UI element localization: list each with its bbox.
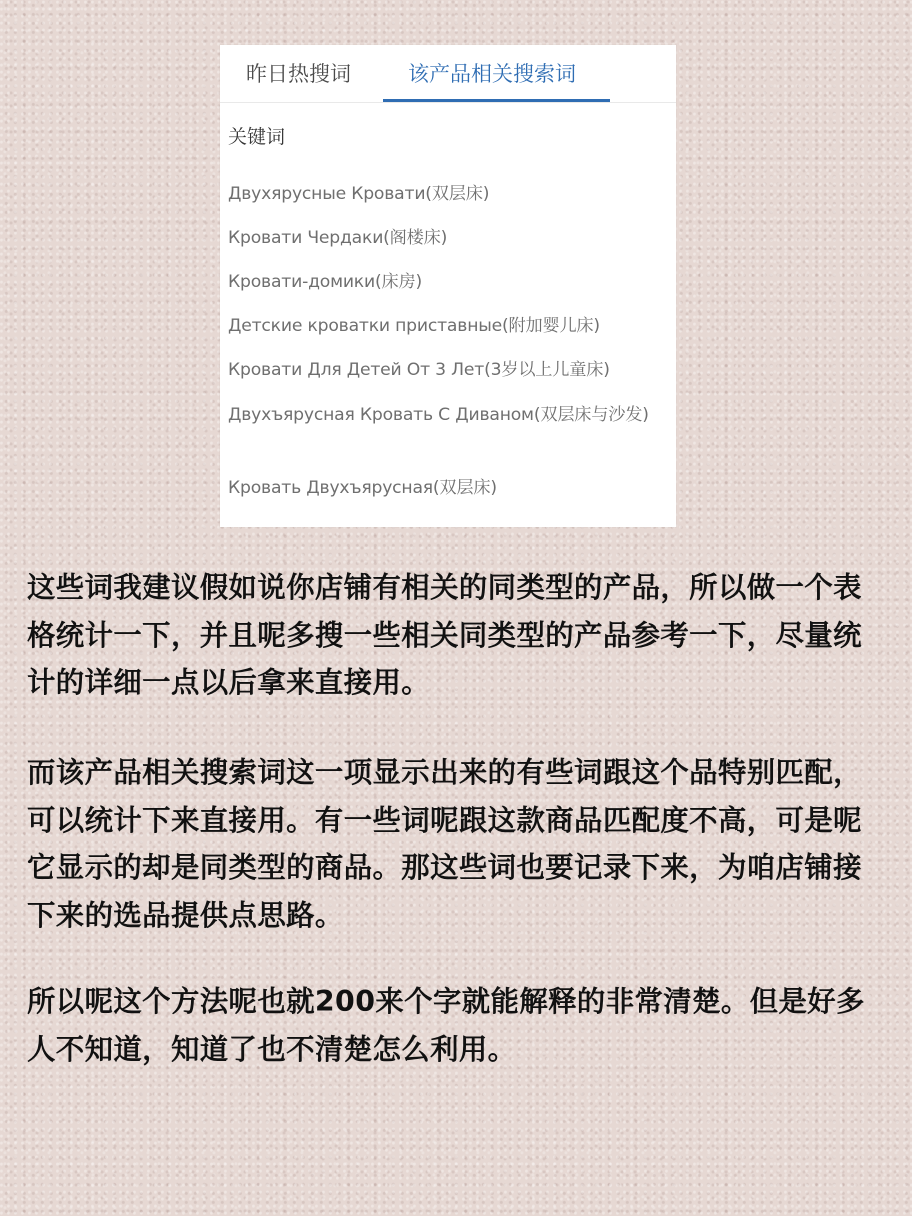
- paragraph-2: 而该产品相关搜索词这一项显示出来的有些词跟这个品特别匹配，可以统计下来直接用。有一些词呢跟这款商品匹配度不高，可是呢它显示的却是同类型的商品。那这些词也要记录下来，为咱店铺接下来的选品提供点思路。: [27, 756, 862, 932]
- active-tab-indicator: [383, 99, 610, 102]
- search-terms-screenshot: [220, 45, 676, 527]
- paragraph-3: 所以呢这个方法呢也就200来个字就能解释的非常清楚。但是好多人不知道，知道了也不清楚怎么利用。: [27, 985, 865, 1066]
- keyword-item[interactable]: Кровати Для Детей От 3 Лет(3岁以上儿童床): [228, 360, 610, 380]
- tab-bar: [220, 45, 676, 103]
- keyword-item[interactable]: Кровати-домики(床房): [228, 272, 422, 292]
- keyword-item[interactable]: Двухярусные Кровати(双层床): [228, 184, 490, 204]
- paragraph-1: 这些词我建议假如说你店铺有相关的同类型的产品，所以做一个表格统计一下，并且呢多搜一些相关同类型的产品参考一下，尽量统计的详细一点以后拿来直接用。: [27, 571, 862, 699]
- keyword-item[interactable]: Кровати Чердаки(阁楼床): [228, 228, 448, 248]
- keywords-column-header: 关键词: [228, 126, 286, 148]
- keyword-item[interactable]: Кровать Двухъярусная(双层床): [228, 478, 497, 498]
- tab-yesterday-hot-searches[interactable]: 昨日热搜词: [246, 62, 351, 86]
- keyword-item[interactable]: Детские кроватки приставные(附加婴儿床): [228, 316, 600, 336]
- tab-related-search-terms[interactable]: 该产品相关搜索词: [408, 62, 576, 86]
- keyword-item[interactable]: Двухъярусная Кровать С Диваном(双层床与沙发): [228, 405, 649, 425]
